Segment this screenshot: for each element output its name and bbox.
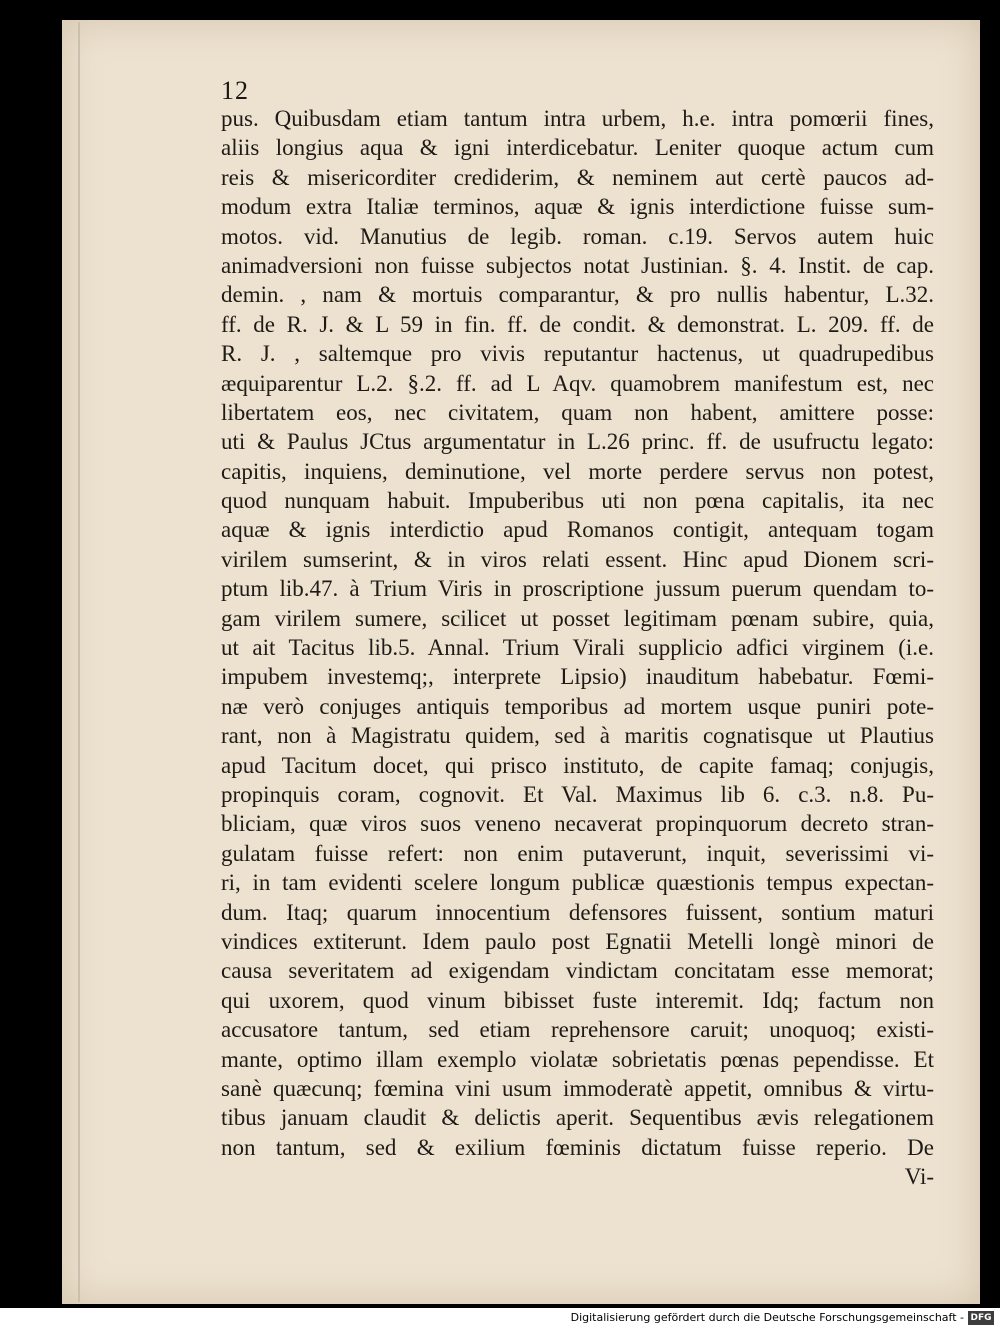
funding-notice: Digitalisierung gefördert durch die Deutsche Forschungsgemeinschaft - [570, 1311, 964, 1324]
text-line: impubem investemq;, interprete Lipsio) inauditum habebatur. Fœmi- [221, 664, 934, 690]
dfg-logo: DFG [968, 1311, 994, 1325]
text-line: uti & Paulus JCtus argumentatur in L.26 princ. ff. de usufructu legato: [221, 429, 934, 455]
text-line: demin. , nam & mortuis comparantur, & pro nullis habentur, L.32. [221, 282, 934, 308]
text-line: vindices extiterunt. Idem paulo post Egnatii Metelli longè minori de [221, 928, 934, 954]
text-line: R. J. , saltemque pro vivis reputantur hactenus, ut quadrupedibus [221, 341, 934, 367]
text-line: motos. vid. Manutius de legib. roman. c.19. Servos autem huic [221, 223, 934, 249]
text-line: apud Tacitum docet, qui prisco instituto, de capite famaq; conjugis, [221, 752, 934, 778]
text-line: ri, in tam evidenti scelere longum publicæ quæstionis tempus expectan- [221, 870, 934, 896]
page-gutter-edge [78, 22, 80, 1302]
text-line: animadversioni non fuisse subjectos notat Justinian. §. 4. Instit. de cap. [221, 252, 934, 278]
text-line: næ verò conjuges antiquis temporibus ad mortem usque puniri pote- [221, 693, 934, 719]
text-line: bliciam, quæ viros suos veneno necaverat propinquorum decreto stran- [221, 811, 934, 837]
text-line: capitis, inquiens, deminutione, vel morte perdere servus non potest, [221, 458, 934, 484]
text-line: aliis longius aqua & igni interdicebatur. Leniter quoque actum cum [221, 135, 934, 161]
text-line: pus. Quibusdam etiam tantum intra urbem, h.e. intra pomœrii fines, [221, 106, 934, 131]
text-line: qui uxorem, quod vinum bibisset fuste interemit. Idq; factum non [221, 987, 934, 1013]
text-line: mante, optimo illam exemplo violatæ sobrietatis pœnas pependisse. Et [221, 1046, 934, 1072]
text-line: gam virilem sumere, scilicet ut posset legitimam pœnam subire, quia, [221, 605, 934, 631]
text-line: dum. Itaq; quarum innocentium defensores fuissent, sontium maturi [221, 899, 934, 925]
text-line: æquiparentur L.2. §.2. ff. ad L Aqv. quamobrem manifestum est, nec [221, 370, 934, 396]
text-line: ut ait Tacitus lib.5. Annal. Trium Virali supplicio adfici virginem (i.e. [221, 635, 934, 661]
text-line: gulatam fuisse refert: non enim putaverunt, inquit, severissimi vi- [221, 840, 934, 866]
text-line: tibus januam claudit & delictis aperit. Sequentibus ævis relegationem [221, 1105, 934, 1131]
text-line: causa severitatem ad exigendam vindictam concitatam esse memorat; [221, 958, 934, 984]
text-line: modum extra Italiæ terminos, aquæ & ignis interdictione fuisse sum- [221, 194, 934, 220]
text-line: virilem sumserint, & in viros relati essent. Hinc apud Dionem scri- [221, 546, 934, 572]
catchword: Vi- [904, 1164, 934, 1190]
body-text [221, 104, 934, 1191]
text-line: sanè quæcunq; fœmina vini usum immoderatè appetit, omnibus & virtu- [221, 1075, 934, 1101]
text-line: non tantum, sed & exilium fœminis dictatum fuisse reperio. De [221, 1134, 934, 1160]
page-number: 12 [221, 76, 249, 105]
text-line: quod nunquam habuit. Impuberibus uti non pœna capitalis, ita nec [221, 488, 934, 514]
text-line: ff. de R. J. & L 59 in fin. ff. de condit. & demonstrat. L. 209. ff. de [221, 311, 934, 337]
text-line: rant, non à Magistratu quidem, sed à maritis cognatisque ut Plautius [221, 723, 934, 749]
text-line: ptum lib.47. à Trium Viris in proscriptione jussum puerum quendam to- [221, 576, 934, 602]
text-line: propinquis coram, cognovit. Et Val. Maximus lib 6. c.3. n.8. Pu- [221, 781, 934, 807]
text-line: accusatore tantum, sed etiam reprehensore caruit; unoquoq; existi- [221, 1017, 934, 1043]
text-line: libertatem eos, nec civitatem, quam non habent, amittere posse: [221, 399, 934, 425]
text-line: aquæ & ignis interdictio apud Romanos contigit, antequam togam [221, 517, 934, 543]
text-line: reis & misericorditer crediderim, & neminem aut certè paucos ad- [221, 164, 934, 190]
digitization-footer [0, 1308, 1000, 1328]
